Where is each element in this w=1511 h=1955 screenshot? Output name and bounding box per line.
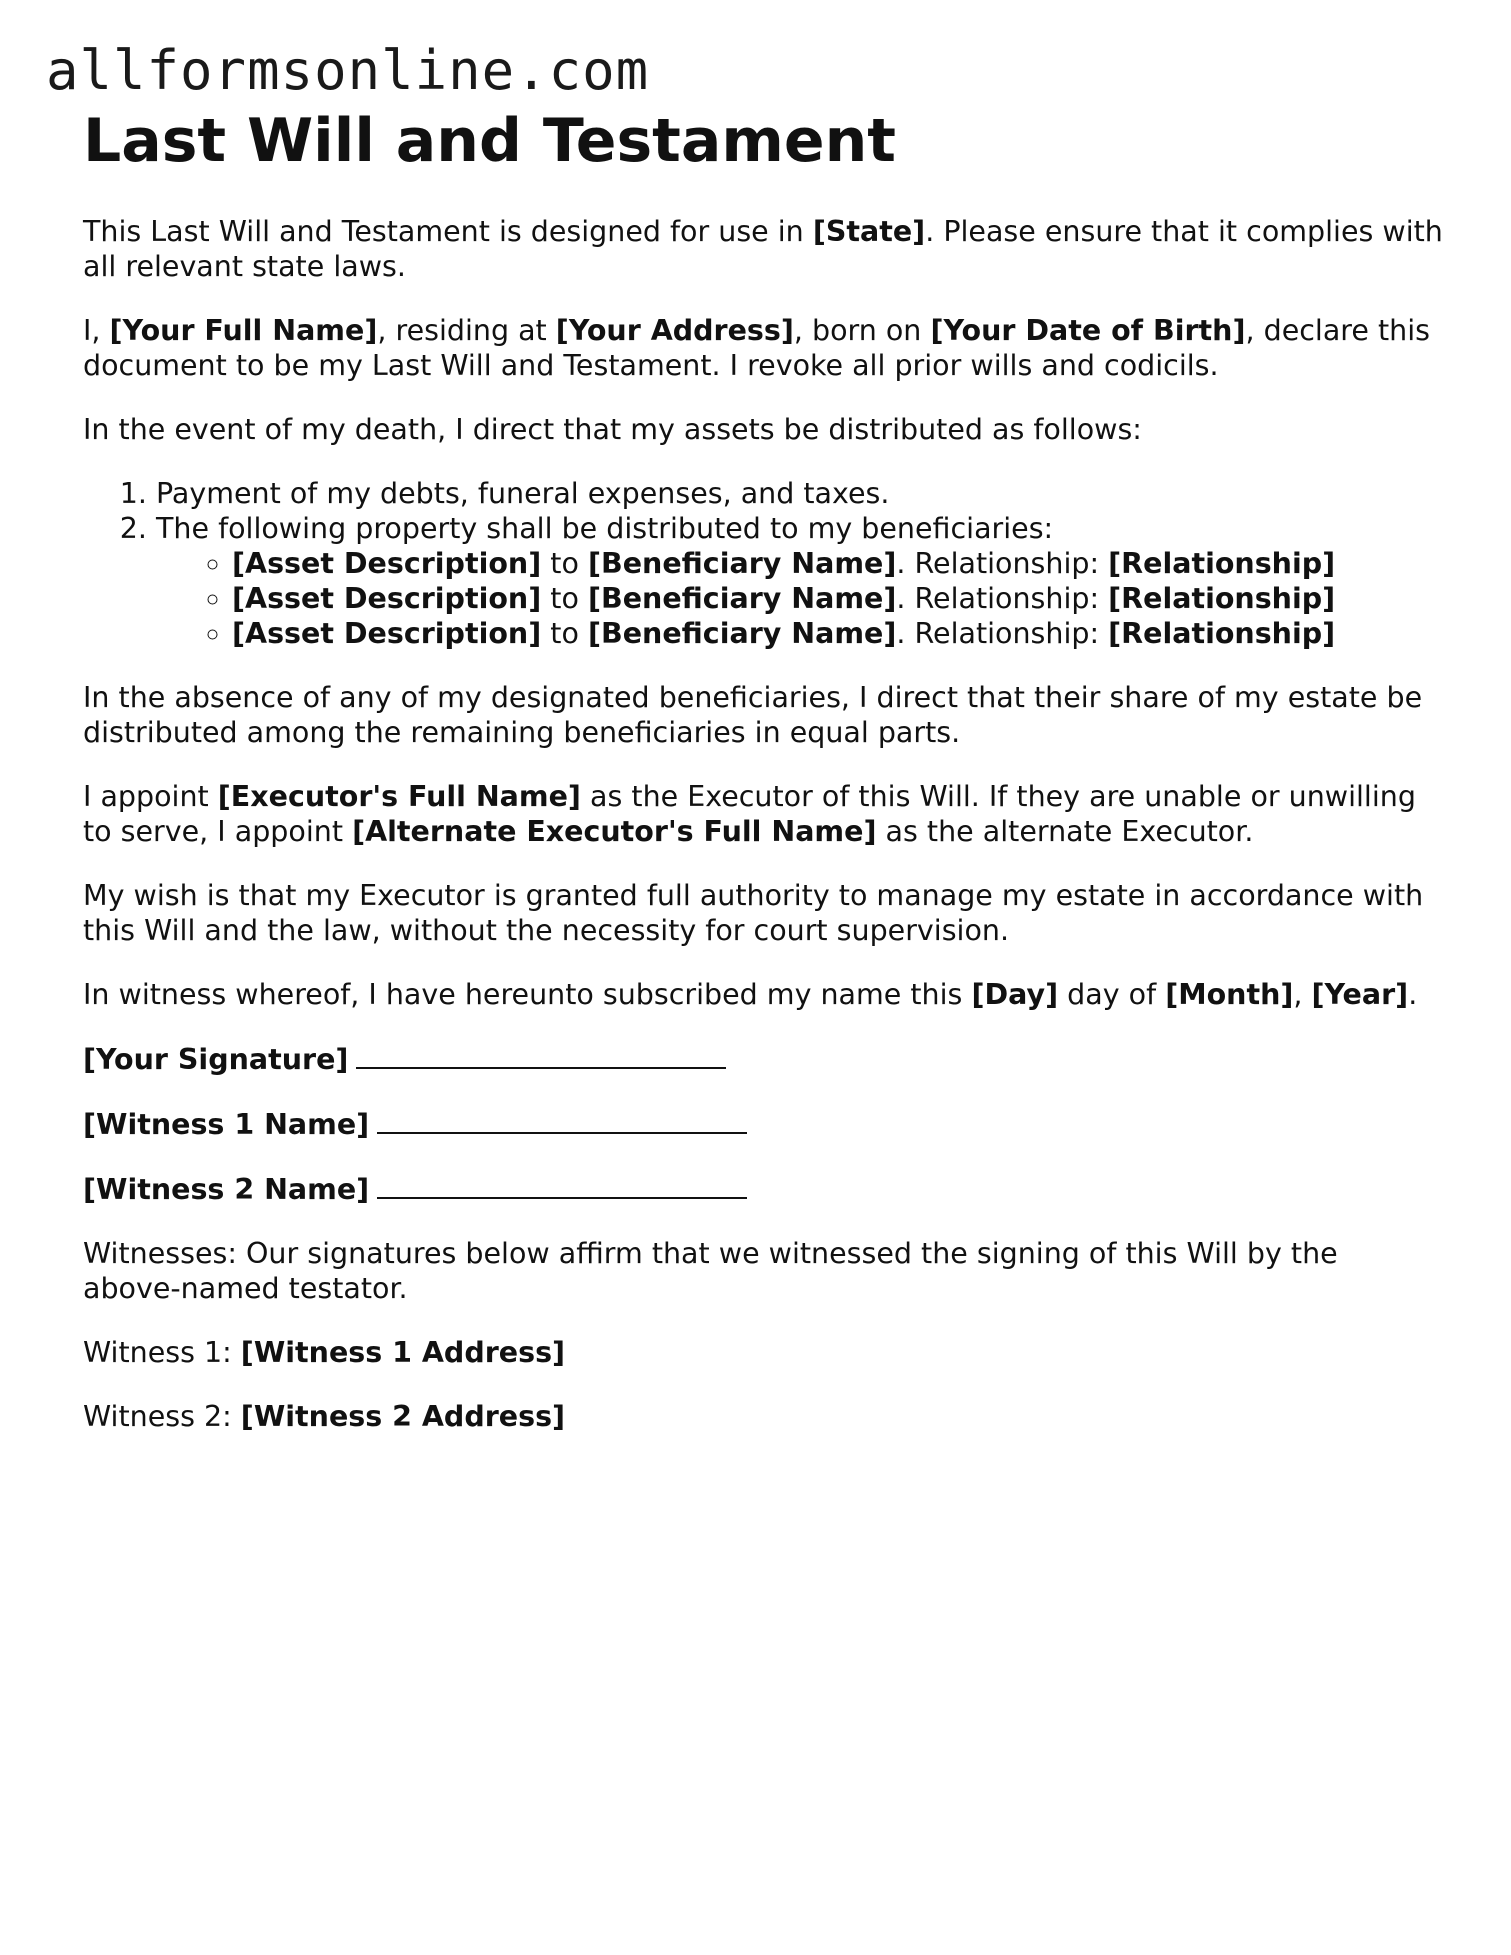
executor-text-3: as the alternate Executor.: [876, 815, 1254, 848]
authority-paragraph: My wish is that my Executor is granted full authority to manage my estate in accordance with this Will and the law, without the necessity for court supervision.: [83, 879, 1424, 947]
witness-clause-text-3: ,: [1293, 978, 1312, 1011]
asset-placeholder: [Asset Description]: [232, 617, 542, 650]
bequest-item: [232, 616, 1443, 651]
witness1-signature-line[interactable]: [377, 1106, 747, 1134]
document-body: [83, 108, 1443, 1463]
witness-clause-text-2: day of: [1058, 978, 1166, 1011]
declaration-text-4: , declare this document to be my Last Will and Testament. I revoke all prior wills and codicils.: [83, 314, 1430, 382]
beneficiary-placeholder: [Beneficiary Name]: [587, 617, 897, 650]
day-placeholder: [Day]: [971, 978, 1059, 1011]
witness1-address-placeholder: [Witness 1 Address]: [240, 1336, 566, 1369]
distribution-intro: In the event of my death, I direct that my assets be distributed as follows:: [83, 413, 1142, 446]
bequest-item: [232, 581, 1443, 616]
declaration-text-2: , residing at: [377, 314, 556, 347]
relationship-placeholder: [Relationship]: [1108, 582, 1336, 615]
bequest-to: to: [541, 547, 588, 580]
document-title: Last Will and Testament: [83, 106, 896, 176]
address-placeholder: [Your Address]: [555, 314, 794, 347]
witness-statement: Witnesses: Our signatures below affirm that we witnessed the signing of this Will by the above-named testator.: [83, 1237, 1338, 1305]
executor-name-placeholder: [Executor's Full Name]: [217, 780, 581, 813]
list-item-property-text: The following property shall be distributed to my beneficiaries:: [156, 512, 1054, 545]
bequest-to: to: [541, 582, 588, 615]
witness2-signature-line[interactable]: [377, 1171, 747, 1199]
beneficiary-placeholder: [Beneficiary Name]: [587, 547, 897, 580]
distribution-list: [83, 476, 1443, 651]
list-item-property: [156, 511, 1443, 651]
witness-clause: [83, 977, 1443, 1012]
asset-placeholder: [Asset Description]: [232, 547, 542, 580]
absence-paragraph: In the absence of any of my designated beneficiaries, I direct that their share of my estate be distributed among the remaining beneficiaries in equal parts.: [83, 681, 1423, 749]
signature-row: [83, 1041, 1443, 1077]
witness1-name-label: [Witness 1 Name]: [83, 1108, 370, 1141]
your-signature-line[interactable]: [356, 1041, 726, 1069]
witness2-name-label: [Witness 2 Name]: [83, 1173, 370, 1206]
declaration-text-3: , born on: [793, 314, 931, 347]
executor-paragraph: [83, 779, 1443, 849]
your-signature-label: [Your Signature]: [83, 1043, 349, 1076]
bequest-to: to: [541, 617, 588, 650]
bequest-list: [156, 546, 1443, 651]
witness2-address-placeholder: [Witness 2 Address]: [240, 1400, 566, 1433]
intro-text-1: This Last Will and Testament is designed for use in: [83, 215, 813, 248]
witness2-row: [83, 1171, 1443, 1207]
year-placeholder: [Year]: [1311, 978, 1409, 1011]
witness2-label: Witness 2:: [83, 1400, 241, 1433]
executor-text-1: I appoint: [83, 780, 218, 813]
state-placeholder: [State]: [812, 215, 926, 248]
witness2-address-row: [83, 1399, 1443, 1434]
witness-clause-text-1: In witness whereof, I have hereunto subscribed my name this: [83, 978, 972, 1011]
site-watermark: allformsonline.com: [46, 39, 650, 102]
alternate-executor-placeholder: [Alternate Executor's Full Name]: [352, 815, 877, 848]
asset-placeholder: [Asset Description]: [232, 582, 542, 615]
witness-clause-text-4: .: [1408, 978, 1418, 1011]
declaration-paragraph: [83, 313, 1443, 383]
list-item-debts-text: Payment of my debts, funeral expenses, and taxes.: [156, 477, 890, 510]
bequest-item: [232, 546, 1443, 581]
declaration-text-1: I,: [83, 314, 110, 347]
intro-paragraph: [83, 214, 1443, 284]
relationship-label: . Relationship:: [896, 582, 1109, 615]
witness1-label: Witness 1:: [83, 1336, 241, 1369]
intro-text-2: . Please ensure that it complies with all relevant state laws.: [83, 215, 1443, 283]
executor-text-2: as the Executor of this Will. If they are unable or unwilling to serve, I appoint: [83, 780, 1416, 848]
dob-placeholder: [Your Date of Birth]: [930, 314, 1246, 347]
month-placeholder: [Month]: [1165, 978, 1294, 1011]
relationship-placeholder: [Relationship]: [1108, 617, 1336, 650]
list-item-debts: [156, 476, 1443, 511]
relationship-placeholder: [Relationship]: [1108, 547, 1336, 580]
witness1-address-row: [83, 1335, 1443, 1370]
full-name-placeholder: [Your Full Name]: [109, 314, 378, 347]
relationship-label: . Relationship:: [896, 547, 1109, 580]
relationship-label: . Relationship:: [896, 617, 1109, 650]
witness1-row: [83, 1106, 1443, 1142]
beneficiary-placeholder: [Beneficiary Name]: [587, 582, 897, 615]
